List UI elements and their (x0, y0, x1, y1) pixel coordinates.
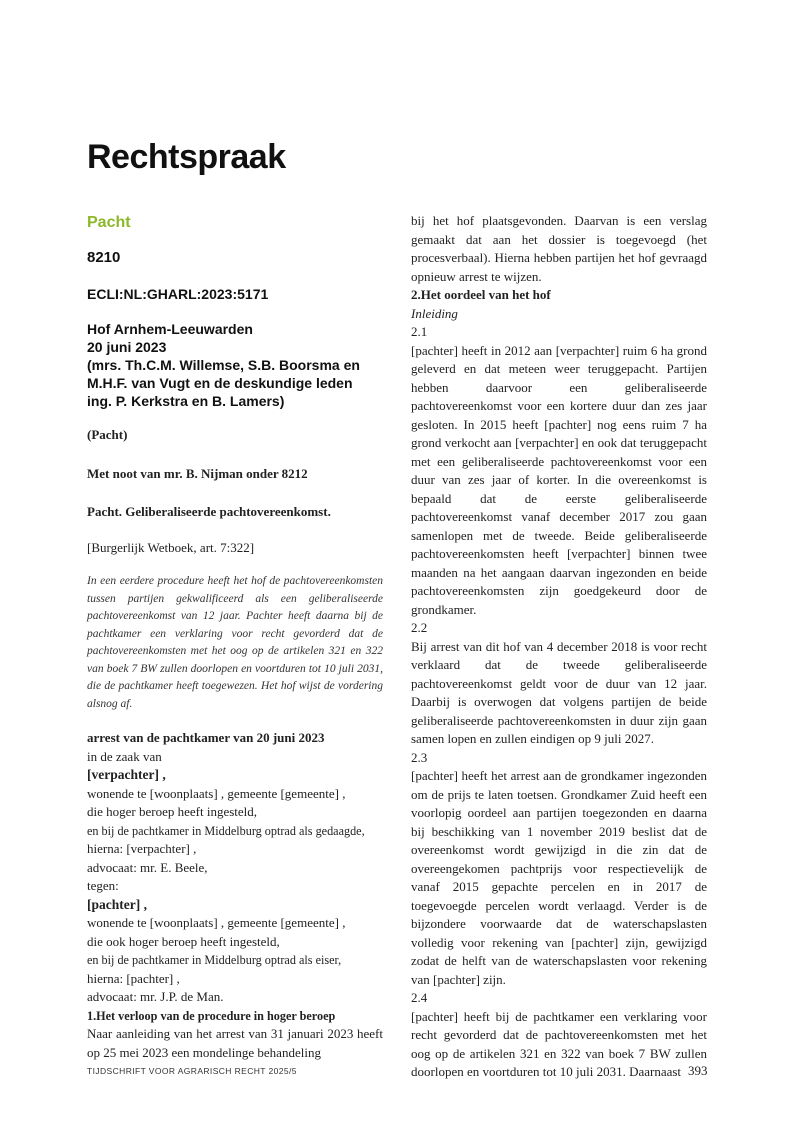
party1-role2: en bij de pachtkamer in Middelburg optrad als gedaagde, (87, 823, 365, 838)
category: (Pacht) (87, 427, 128, 442)
court-name: Hof Arnhem-Leeuwarden (87, 321, 253, 337)
para-2-2-number: 2.2 (411, 620, 428, 635)
journal-footer: TIJDSCHRIFT VOOR AGRARISCH RECHT 2025/5 (87, 1066, 297, 1076)
court-block (87, 320, 383, 410)
party1-name: [verpachter] , (87, 767, 166, 782)
party2-role2: en bij de pachtkamer in Middelburg optrad als eiser, (87, 953, 342, 967)
section2-heading: 2.Het oordeel van het hof (411, 287, 551, 302)
party2-alias: hierna: [pachter] , (87, 970, 180, 986)
note-reference: Met noot van mr. B. Nijman onder 8212 (87, 465, 308, 481)
para-2-2: Bij arrest van dit hof van 4 december 2018 is voor recht verklaard dat de tweede geliberaliseerde pachtovereenkomst geldt voor de duur van 12 jaar. Daarbij is overwogen dat volgens partijen de beide geliberaliseerde pachtovereenkomsten in duur zijn gaan samen lopen en zullen eindigen op 9 juli 2027. (411, 638, 707, 746)
case-abstract: In een eerdere procedure heeft het hof de pachtovereenkomsten tussen partijen gekwalificeerd als een geliberaliseerde pachtovereenkomst van 12 jaar. Pachter heeft daarna bij de pachtkamer een verklaring voor recht gevorderd dat de pachtovereenkomsten met het oog op de artikelen 321 en 322 van boek 7 BW zullen doorlopen en voortduren tot 10 juli 2031, die de pachtkamer heeft toegewezen. Het hof wijst de vordering alsnog af. (87, 575, 383, 710)
right-column (411, 212, 707, 1082)
left-column (87, 212, 383, 1062)
party1-residence: wonende te [woonplaats] , gemeente [gemeente] , (87, 785, 346, 801)
party2-residence: wonende te [woonplaats] , gemeente [gemeente] , (87, 915, 346, 930)
page-number: 393 (688, 1063, 708, 1078)
section1-text: Naar aanleiding van het arrest van 31 januari 2023 heeft op 25 mei 2023 een mondelinge behandeling (87, 1026, 383, 1060)
party2-role: die ook hoger beroep heeft ingesteld, (87, 933, 280, 949)
court-date: 20 juni 2023 (87, 339, 167, 355)
party2-lawyer: advocaat: mr. J.P. de Man. (87, 989, 224, 1004)
party1-lawyer: advocaat: mr. E. Beele, (87, 859, 208, 875)
para-2-3: [pachter] heeft het arrest aan de grondkamer ingezonden om de prijs te laten toetsen. Grondkamer Zuid heeft een voorlopig oordeel aan partijen toegezonden en daarna bij beschikking van 1 november 2019 beslist dat de overeenkomst wordt gewijzigd in die zin dat de overeengekomen pachtprijs voor respectievelijk de vanaf 2015 gepachte percelen en in 2017 de toegevoegde percelen wordt verlaagd. Verder is de bijzondere voorwaarde dat de waterschapslasten volledig voor rekening van [pachter] zijn, gewijzigd zodat de helft van de waterschapslasten voor rekening van [pachter] zijn. (411, 768, 707, 987)
section1-heading: 1.Het verloop van de procedure in hoger beroep (87, 1008, 336, 1023)
para-2-1-number: 2.1 (411, 324, 428, 339)
arrest-block (87, 729, 383, 1062)
case-summary: Pacht. Geliberaliseerde pachtovereenkomst. (87, 504, 331, 519)
arrest-heading: arrest van de pachtkamer van 20 juni 2023 (87, 730, 325, 745)
para-2-4-number: 2.4 (411, 990, 428, 1005)
subheading-inleiding: Inleiding (411, 305, 458, 321)
party2-name: [pachter] , (87, 896, 147, 912)
case-number: 8210 (87, 249, 121, 266)
against-label: tegen: (87, 878, 119, 893)
judges-line-1: (mrs. Th.C.M. Willemse, S.B. Boorsma en (87, 357, 360, 373)
ecli-identifier: ECLI:NL:GHARL:2023:5171 (87, 286, 269, 302)
section-label: Pacht (87, 214, 131, 231)
party1-alias: hierna: [verpachter] , (87, 841, 197, 856)
continuation-paragraph: bij het hof plaatsgevonden. Daarvan is een verslag gemaakt dat aan het dossier is toegevoegd (het procesverbaal). Hierna hebben partijen het hof gevraagd opnieuw arrest te wijzen. (411, 213, 707, 284)
page-title: Rechtspraak (87, 138, 286, 176)
party1-role: die hoger beroep heeft ingesteld, (87, 804, 258, 819)
para-2-1: [pachter] heeft in 2012 aan [verpachter] ruim 6 ha grond geleverd en dat meteen weer teruggepacht. Partijen hebben daarvoor een geliberaliseerde pachtovereenkomst voor een kortere duur dan zes jaar gesloten. In 2015 heeft [pachter] nog eens ruim 7 ha grond verkocht aan [verpachter] en ook dat teruggepacht met een geliberaliseerde pachtovereenkomst voor een duur van zes jaar of korter. In die overeenkomst is bepaald dat de eerste geliberaliseerde pachtovereenkomst vanaf december 2017 zou gaan samenlopen met de tweede. Beide geliberaliseerde pachtovereenkomsten heeft [verpachter] binnen twee maanden na het aangaan daarvan ingezonden en beide pachtovereenkomsten zijn goedgekeurd door de grondkamer. (411, 342, 707, 617)
judges-line-3: ing. P. Kerkstra en B. Lamers) (87, 393, 285, 409)
para-2-3-number: 2.3 (411, 749, 428, 765)
legal-reference: [Burgerlijk Wetboek, art. 7:322] (87, 539, 255, 555)
in-de-zaak: in de zaak van (87, 748, 162, 764)
para-2-4: [pachter] heeft bij de pachtkamer een verklaring voor recht gevorderd dat de pachtovereenkomsten met het oog op de artikelen 321 en 322 van boek 7 BW zullen doorlopen en voortduren tot 10 juli 2031. Daarnaast (411, 1008, 707, 1079)
judges-line-2: M.H.F. van Vugt en de deskundige leden (87, 375, 353, 391)
